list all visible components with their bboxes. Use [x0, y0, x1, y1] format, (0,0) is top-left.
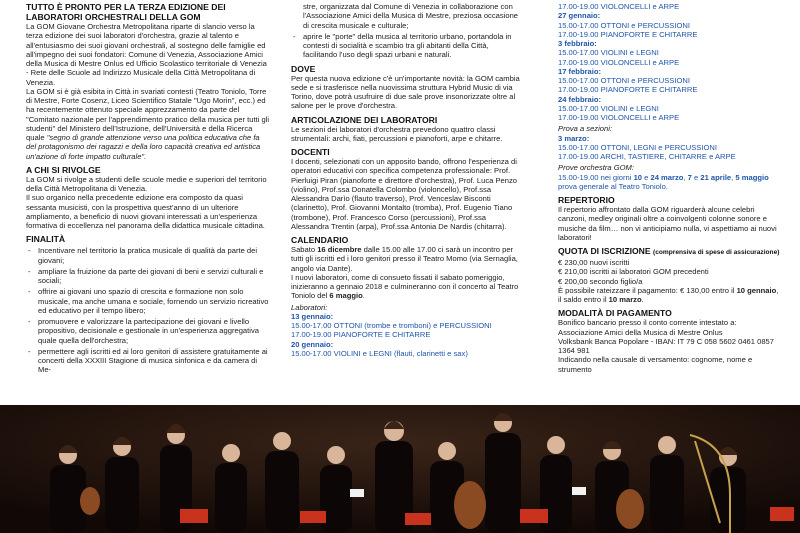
- intro-paragraph-1: La GOM Giovane Orchestra Metropolitana riparte di slancio verso la terza edizione dei suoi laboratori d'orchestra, grazie al talento e all'entusiasmo dei suoi giovani orchestrali, al sostegno delle famiglie ed all'impegno dei suoi fondatori: Comune di Venezia, Associazione Amici della Musica di Mestre Onlus ed Ufficio Scolastico territoriale di Venezia - Rete delle Scuole ad Indirizzo Musicale della Città Metropolitana di Venezia.: [26, 22, 267, 87]
- quota-line: € 230,00 nuovi iscritti: [558, 258, 630, 267]
- schedule-line: 15.00-17.00 VIOLINI e LEGNI: [558, 48, 659, 58]
- main-title: TUTTO È PRONTO PER LA TERZA EDIZIONE DEI LABORATORI ORCHESTRALI DELLA GOM: [26, 2, 226, 22]
- schedule-line: 17.00-19.00 PIANOFORTE E CHITARRE: [291, 330, 431, 340]
- list-item: - Incentivare nel territorio la pratica musicale di qualità da parte dei giovani;: [26, 246, 270, 265]
- orchestra-photo: [0, 405, 800, 533]
- heading-finalita: FINALITÀ: [26, 234, 66, 245]
- date-highlight: 24 marzo: [650, 172, 684, 182]
- heading-articolazione: ARTICOLAZIONE DEI LABORATORI: [291, 114, 438, 125]
- quota-line: € 210,00 iscritti ai laboratori GOM precedenti: [558, 267, 709, 277]
- heading-quota: [558, 246, 780, 258]
- schedule-line: 15.00-17.00 OTTONI, LEGNI e PERCUSSIONI: [558, 142, 717, 152]
- list-item: - permettere agli iscritti ed ai loro genitori di assistere gratuitamente ai concerti della XXXIII Stagione di musica sinfonica e da camera di Me-: [26, 347, 270, 375]
- column-right: [558, 2, 780, 374]
- schedule-date: 24 febbraio:: [558, 94, 602, 104]
- modalita-line: Volksbank Banca Popolare - IBAN: IT 79 C 058 5602 0461 0857 1364 981: [558, 336, 775, 355]
- schedule-line: 17.00-19.00 PIANOFORTE E CHITARRE: [558, 29, 698, 39]
- heading-calendario: CALENDARIO: [291, 235, 349, 245]
- list-item: - promuovere e valorizzare la partecipazione dei giovani e livello propositivo, decisionale e gestionale in un'esperienza aggregativa quale quella dell'orchestra;: [26, 317, 270, 345]
- modalita-line: Indicando nella causale di versamento: cognome, nome e strumento: [558, 355, 753, 374]
- date-highlight: 6 maggio: [329, 291, 363, 301]
- schedule-line: 15.00-17.00 OTTONI e PERCUSSIONI: [558, 76, 690, 85]
- calendario-paragraph-1: [291, 245, 523, 273]
- repertorio-paragraph: Il repertorio affrontato dalla GOM riguarderà alcune celebri canzoni, medley originali oltre a coinvolgenti colonne sonore e musiche da film… non vi anticipiamo nulla, vi aspettiamo ai nuovi laboratori!: [558, 205, 777, 242]
- modalita-line: Bonifico bancario presso il conto corrente intestato a:: [558, 318, 737, 328]
- rate-paragraph: [558, 286, 780, 305]
- heading-repertorio: REPERTORIO: [558, 195, 615, 205]
- schedule-line: 17.00-19.00 VIOLONCELLI e ARPE: [558, 57, 680, 67]
- text: I nuovi laboratori, come di consueto fissati il sabato pomeriggio, inizieranno a gennaio 2018 e culmineranno con il concerto al Teatro Toniolo del: [291, 272, 519, 301]
- heading-dove: DOVE: [291, 63, 316, 74]
- text: 15.00-19.00 nei giorni: [558, 172, 634, 182]
- date-highlight: 7: [687, 172, 692, 182]
- quota-title: QUOTA DI ISCRIZIONE: [558, 246, 651, 256]
- date-highlight: 10 gennaio: [736, 285, 777, 295]
- column-middle: [291, 2, 523, 358]
- text: dalle 15.00 alle 17.00 ci sarà un incontro per tutti gli iscritti ed i loro genitori presso il Teatro Momo (via Sernaglia, angolo via Dante).: [291, 245, 518, 273]
- schedule-date: 20 gennaio:: [291, 339, 334, 349]
- heading-modalita: MODALITÀ DI PAGAMENTO: [558, 308, 672, 319]
- date-highlight: 10 marzo: [608, 295, 642, 304]
- rivolge-paragraph-2: Il suo organico nella precedente edizione era composto da quasi sessanta musicisti, con la prospettiva quest'anno di un ulteriore ampliamento, a beneficio di nuovi giovani interessati a un'esperienza formativa di eccellenza nel panorama della didattica musicale cittadina.: [26, 193, 265, 230]
- modalita-line: Associazione Amici della Musica di Mestre Onlus: [558, 327, 723, 337]
- rivolge-paragraph-1: La GOM si rivolge a studenti delle scuole medie e superiori del territorio della Città Metropolitana di Venezia.: [26, 174, 267, 193]
- intro-paragraph-2: [26, 87, 270, 161]
- schedule-date: 17 febbraio:: [558, 66, 602, 76]
- schedule-date: 27 gennaio:: [558, 11, 601, 21]
- schedule-date: 3 marzo:: [558, 133, 590, 143]
- text: prova generale al Teatro Toniolo.: [558, 181, 668, 191]
- list-item: - ampliare la fruizione da parte dei giovani di beni e servizi culturali e sociali;: [26, 267, 270, 286]
- orchestra-illustration: [0, 405, 800, 533]
- text: .: [641, 295, 644, 304]
- schedule-line: 15.00-17.00 VIOLINI e LEGNI: [558, 103, 659, 113]
- schedule-date: 3 febbraio:: [558, 39, 597, 48]
- schedule-line: 15.00-17.00 OTTONI (trombe e tromboni) e PERCUSSIONI: [291, 321, 492, 330]
- prove-gom-paragraph: [558, 173, 780, 192]
- text: È possibile rateizzare il pagamento: € 130,00 entro il: [558, 285, 737, 295]
- quota-subtitle: (comprensiva di spese di assicurazione): [653, 249, 780, 256]
- schedule-line: 17.00-19.00 ARCHI, TASTIERE, CHITARRE e ARPE: [558, 152, 736, 161]
- text: Sabato: [291, 245, 318, 254]
- list-item: - aprire le "porte" della musica al territorio urbano, portandola in contesti di socialità e scambio tra gli abitanti della Città, facilitando l'uso degli spazi urbani e naturali.: [291, 32, 523, 60]
- laboratori-label: Laboratori:: [291, 302, 328, 312]
- intro-text: La GOM si è già esibita in Città in svariati contesti (Teatro Toniolo, Torre di Mestre, Forte Cosenz, Liceo Scientifico Statale "Ugo Morin", ecc.) ed ha recentemente ottenuto speciale apprezzamento da parte del "Comitato nazionale per l'apprendimento pratico della musica per tutti gli studenti" del Ministero dell'Istruzione, dell'Università e della Ricerca quale: [26, 86, 270, 142]
- text: ,: [731, 172, 736, 182]
- schedule-line: 15.00-17.00 OTTONI e PERCUSSIONI: [558, 20, 690, 30]
- text: , il saldo entro il: [558, 285, 779, 304]
- list-item-continued: stre, organizzata dal Comune di Venezia in collaborazione con l'Associazione Amici della Musica di Mestre, preziosa occasione di crescita musicale e culturale;: [303, 2, 519, 30]
- schedule-line: 17.00-19.00 VIOLONCELLI e ARPE: [558, 2, 680, 11]
- schedule-date: 13 gennaio:: [291, 311, 334, 321]
- calendario-paragraph-2: [291, 273, 523, 301]
- docenti-paragraph: I docenti, selezionati con un apposito bando, offrono l'esperienza di operatori educativi con specifica competenza professionale: Prof. Pierluigi Piran (pianoforte e direttore d'orchestra), Prof. Luca Penzo (violino), Prof.ssa Donatella Colombo (violoncello), Prof.ssa Alessandra Darìo (flauto traverso), Prof. Venceslav Bisconti (clarinetto), Prof. Giovanni Montalto (tromba), Prof. Eugenio Tiano (trombone), Prof. Francesco Corso (percussioni), Prof.ssa Alessandra Trentin (arpa), Prof.ssa Antonia De Nardis (chitarra).: [291, 157, 518, 231]
- date-highlight: 21 aprile: [700, 172, 732, 182]
- text: e: [642, 172, 651, 182]
- articolazione-paragraph: Le sezioni dei laboratori d'orchestra prevedono quattro classi strumentali: archi, fiati, percussioni e pianoforti, arpe e chitarre.: [291, 124, 503, 143]
- schedule-block: [558, 2, 780, 122]
- text: e: [691, 172, 701, 182]
- prova-sezioni-label: Prova a sezioni:: [558, 124, 613, 134]
- quota-line: € 200,00 secondo figlio/a: [558, 276, 643, 286]
- dove-paragraph: Per questa nuova edizione c'è un'importante novità: la GOM cambia sede e si trasferisce nella nuovissima struttura Hybrid Music di via Torino, dove potrà usufruire di due sale prove insonorizzate oltre al salone per le prove d'orchestra.: [291, 73, 520, 111]
- schedule-line: 17.00-19.00 PIANOFORTE E CHITARRE: [558, 85, 698, 95]
- list-item: - offrire ai giovani uno spazio di crescita e formazione non solo musicale, ma anche umana e sociale, fornendo un servizio ricreativo ed educativo per il tempo libero;: [26, 287, 270, 315]
- heading-docenti: DOCENTI: [291, 147, 330, 157]
- date-highlight: 10: [633, 172, 643, 182]
- date-highlight: 5 maggio: [735, 172, 769, 182]
- prove-gom-label: Prove orchestra GOM:: [558, 163, 634, 173]
- schedule-line: 15.00-17.00 VIOLINI e LEGNI (flauti, clarinetti e sax): [291, 348, 468, 358]
- date-highlight: 16 dicembre: [317, 245, 362, 254]
- text: .: [362, 291, 365, 301]
- text: ,: [683, 172, 688, 182]
- heading-rivolge: A CHI SI RIVOLGE: [26, 164, 101, 175]
- finalita-list: [26, 246, 270, 374]
- intro-quote: "segno di grande attenzione verso una politica educativa che fa del protagonismo dei ragazzi e della loro capacità creativa ed artistica un'azione di forte impatto culturale".: [26, 133, 261, 161]
- column-left: [26, 2, 270, 377]
- schedule-line: 17.00-19.00 VIOLONCELLI e ARPE: [558, 113, 680, 122]
- schedule-block: [291, 312, 523, 358]
- finalita-list-cont: [291, 2, 523, 60]
